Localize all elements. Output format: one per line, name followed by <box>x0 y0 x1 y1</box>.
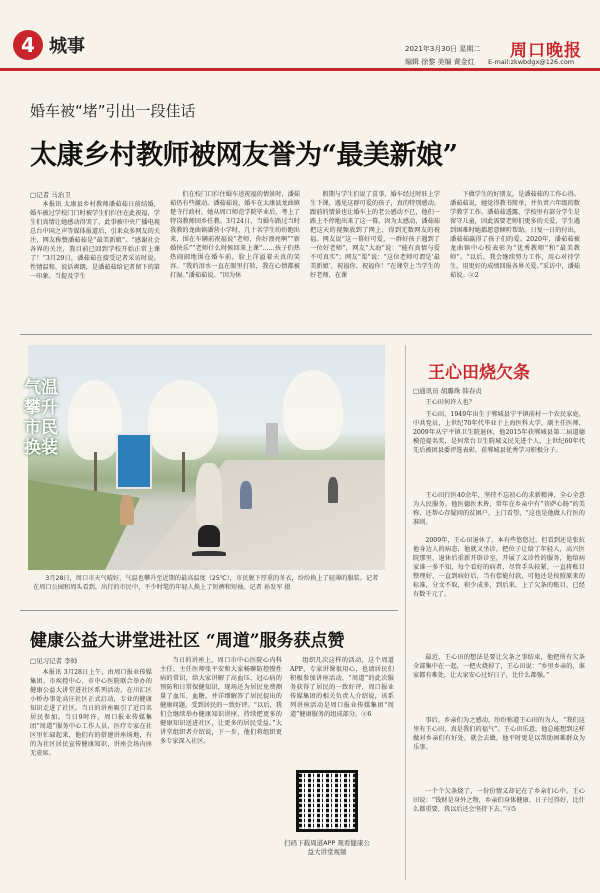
page-number-badge: 4 <box>13 30 43 60</box>
photo-vertical-title: 气温攀升 市民换装 <box>24 378 58 458</box>
qr-caption: 扫码下载周道APP 观看健康公益大讲堂视频 <box>284 839 370 856</box>
park-signboard <box>116 433 152 489</box>
lead-headline: 太康乡村教师被网友誉为“最美新娘” <box>30 140 458 171</box>
sidebar-paragraph: 事后，乡亲们为之感动，纷纷称道王心田的为人，“我们这里有王心田，真是我们的福气”。王心田乐意，他总能想到这样做对乡亲们有好处，就会去做，他平时更是以帮助困难群众为乐事。 <box>413 717 585 751</box>
tree-trunk <box>182 452 185 492</box>
sidebar-paragraph: 王心田行医40余年，坚持不忘初心的求新精神，全心全意为人民服务。他医德医术皆，常年在乡亲中有“菩萨心肠”的美称，还帮心存疑问的贫困户，上门看望，“这也是他做人行医的准则。 <box>413 492 585 526</box>
tree-blossom <box>283 370 343 450</box>
sidebar-paragraph: 一个个欠条烧了，一份份情义却记在了乡亲们心中。王心田说：“钱财是身外之物，乡亲们身体健康、日子过得好，比什么都重要，我以后还会坚持下去。”②5 <box>413 788 585 813</box>
contact-email: E-mail:zkwbdgx@126.com <box>488 58 575 66</box>
story2-byline: □见习记者 李帅 <box>30 657 78 665</box>
section-divider <box>20 610 398 611</box>
story2-column-2: 当日的讲座上，周口市中心医院心内科主任、主任医师张平安和大家畅聊防控慢性病的常识，给大家讲解了高血压、冠心病的预防和日常保健知识，现场还为居民免费测量了血压、血糖，并详细解答了居民提出的健康问题，受到居民的一致好评。“以后，我们会继续举办健康知识讲座，持续把更多的健康知识送进社区，让更多的居民受益。”大讲堂组织者介绍说，下一步，他们将组织更多专家深入社区。 <box>160 657 282 745</box>
editor-credit: 编辑 徐黎 美编 黄金红 <box>405 58 475 66</box>
newspaper-logo: 周口晚报 <box>510 41 582 61</box>
passerby <box>240 481 252 509</box>
photo-caption: 3月28日，周口市天气晴好，气温也攀升至近期的最高温度（25℃），市民脱下厚重的冬衣，纷纷换上了轻薄的服装。记者在周口公园和周头看到，出行的市民中，不少时髦的年轻人换上了短裤和短袖。记者 孙发军 摄 <box>33 575 379 591</box>
sidebar-byline: □通讯员 胡璐珠 韩春贞 <box>413 387 482 395</box>
sidebar-paragraph: 2009年，王心田退休了，本有些悠悠过，但看到还是张抗他身边人的病态，他就又坐诊，把位子让给了年轻人，高兴医院那里，退休后重新开辟诊室，开展了义诊性的服务，他给病家谁一多不知，每个看好的病者，尽管手头较紧，一直将账目整理好，一直到病好后，当有偿能付款，可他还是按照原来的标准，分文不取，积少成多，到后来，上了欠条的账目，已经有数千元了。 <box>413 537 585 598</box>
section-divider <box>20 334 592 335</box>
park-path <box>138 460 385 570</box>
story2-column-1: 本报讯 3月28日上午，由周口报业传媒集团、市疾控中心、市中心医院联合举办的健康公益大讲堂进社区系列活动，在川汇区小桥办事处高庄社区正式启动，专业的健康知识走进了社区。当日的讲座吸引了近百名居民参加。当日9时许，周口报业传媒集团“周道”服务中心工作人员、医疗专家在社区里忙碌起来，他们有的搭建讲座场地，有的为社区居民宣传健康知识，讲座会场内座无虚席。 <box>30 669 152 757</box>
story2-column-3: 组织几次这样的活动，这个周道APP，专家讲课很用心，也请居民们积极参加讲座活动，“周道”的此次服务获得了居民的一致好评，周口报业传媒集团的相关负责人介绍说，该系列讲座活动是周口报业传媒集团“周道”健康服务的组成部分。②6 <box>290 657 394 718</box>
section-name: 城事 <box>49 36 85 57</box>
skateboarder <box>196 463 222 525</box>
sidebar-paragraph: 王心田，1949年出生于郸城县宁平镇前村一个农民家庭，中共党员，上世纪70年代毕业于上海医科大学，副主任医师，2009年从宁平镇卫生院退休，他2015年获郸城县第二届道德模范提名奖，是何常台卫生院城义民先进个人，上世纪60年代先后被团县委评选表彰，获郸城县优秀学习积极分子。 <box>413 411 585 454</box>
qr-code <box>296 770 358 832</box>
tv-tower <box>266 423 278 457</box>
skateboard <box>192 551 226 556</box>
sidebar-paragraph: 王心田何许人也？ <box>425 399 475 406</box>
passerby <box>120 495 134 525</box>
story2-headline: 健康公益大讲堂进社区 “周道”服务获点赞 <box>30 631 345 651</box>
skateboarder-shorts <box>198 525 220 547</box>
news-photo <box>28 345 385 570</box>
grass-lawn <box>28 480 168 570</box>
lead-column-3: 假期与学生们说了喜事，婚车经过时驻上学生下课，遇见这群可爱的孩子，真的特别感动。跟前的情景也让婚车上的老公感动不已，他们一路上不停地出来了这一幕。因为太感动，潘茹茹把这天的视频放到了网上，得到无数网友的祝福。网友说“这一幕好可爱，一群好孩子遇到了一位好老师”，网友“大海”说：“能有真情与爱不可真实”；网友“栗”说：“这位老师可谓是‘最美新娘’，祝福你、祝福你！”在课堂上当学生的好老师，在课 <box>310 191 440 279</box>
tree-blossom <box>68 380 122 460</box>
lead-byline: □记者 马治卫 <box>30 191 71 199</box>
lead-column-4: 下做学生的好朋友，是潘茹茹的工作心得。潘茹茹说，她觉得教书简单，并负责六年级的数学教学工作。潘茹茹透露，学校里有部分学生是留守儿童，因此需要老师们更多的关爱，学生遇到困难时她都愿意倾听帮助。日复一日的付出，潘茹茹赢得了孩子们的爱。2020年，潘茹茹被龙曲镇中心校表彰为“优秀教师”和“最美教师”。“以后，我会继续努力工作，用心对待学生，用更好的成绩回报各界关爱。”采访中，潘茹茹说。②2 <box>450 191 580 279</box>
lead-kicker: 婚车被“堵”引出一段佳话 <box>30 102 196 120</box>
issue-date: 2021年3月30日 星期二 <box>405 45 481 53</box>
header-divider <box>0 68 600 71</box>
tree-trunk <box>94 452 97 492</box>
lead-column-2: 们在校门口拦住婚车送祝福的情景时，潘茹茹仍有些激动。潘茹茹说，婚车在太康县龙曲镇楚寺行政村，她从周口师范学院毕业后，考上了特岗教师回乡任教。3月24日，当婚车路过当时我教的龙曲镇潘营小学时，几十名学生纷纷跑出来，围在车辆前祝福说“老师，你好漂亮啊”“新婚快乐”“老师什么时候回来上课”……孩子们热热闹闹地围在婚车前，脸上洋溢着天真的笑容。“我的泪水一直在眼里打转，我在心情都被打湿。”潘茹茹说。“因为休 <box>170 191 300 279</box>
passerby <box>328 477 338 503</box>
tree-blossom <box>148 380 218 460</box>
page-header <box>0 0 600 74</box>
sidebar-paragraph: 最近，王心田的想法是要让欠条之事结束，他把所有欠条全部集中在一起，一把火烧掉了，王心田说：“乡里乡亲的，谁家都有难处，让大家安心过好日子，比什么都强。” <box>413 654 585 679</box>
sidebar-title: 王心田烧欠条 <box>428 363 530 383</box>
lead-column-1: 本报讯 太康县乡村教师潘茹茹日前结婚，婚车被过学校门口时被学生们拦住在此祝福，学生们真情让她感动得哭了。此事被中央广播电视总台中国之声等媒体报道后，引来众多网友的关注，网友称赞潘茹茹是“最美新娘”。“感谢社会各界的关注，我目前已回到学校开始正常上课了！”3月29日，潘茹茹在接受记者采访时说。性情温和、说话爽朗，是潘茹茹给记者留下的第一印象。当提及学生 <box>30 201 160 280</box>
